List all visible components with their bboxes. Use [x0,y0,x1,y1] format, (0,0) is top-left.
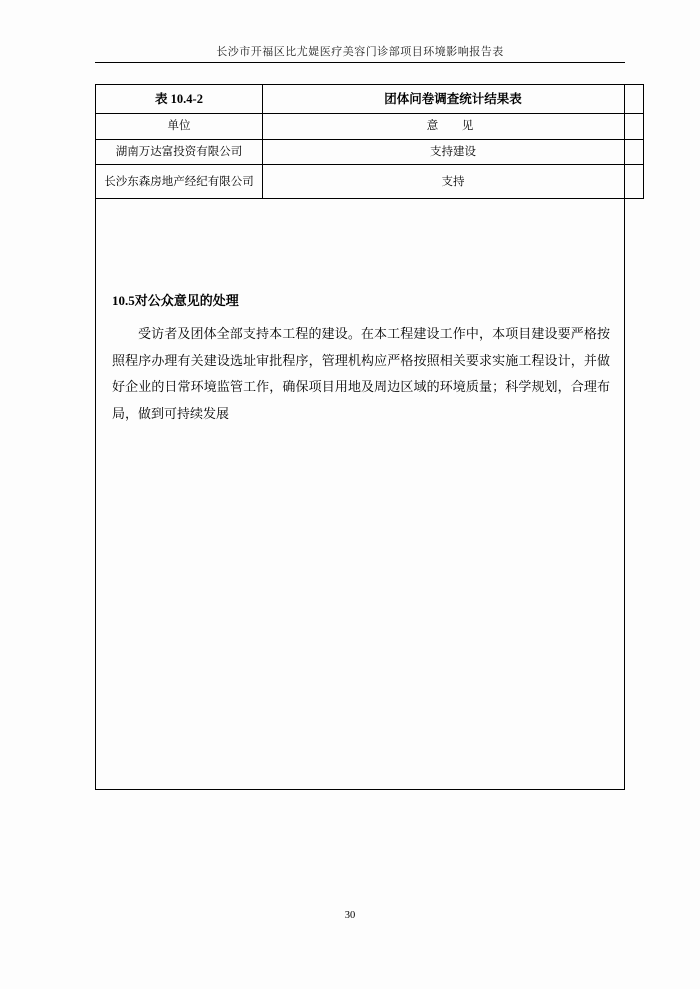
table-title-row [96,85,644,114]
cell-opinion: 支持 [263,165,644,199]
column-header-opinion: 意 见 [263,114,644,140]
cell-opinion: 支持建设 [263,139,644,165]
table-row [96,139,644,165]
page-number: 30 [344,910,356,921]
section-paragraph: 受访者及团体全部支持本工程的建设。在本工程建设工作中，本项目建设要严格按照程序办理有关建设选址审批程序，管理机构应严格按照相关要求实施工程设计，并做好企业的日常环境监管工作，确保项目用地及周边区域的环境质量；科学规划，合理布局，做到可持续发展 [112,326,610,421]
running-title: 长沙市开福区比尤媞医疗美容门诊部项目环境影响报告表 [216,46,504,58]
page-header [95,42,625,62]
section-public-opinion-handling [112,290,610,428]
table-header-row [96,114,644,140]
column-header-unit: 单位 [96,114,263,140]
group-survey-table [95,84,644,199]
table-label: 表 10.4-2 [96,85,263,114]
table-title: 团体问卷调查统计结果表 [263,85,644,114]
header-divider [95,62,625,63]
section-heading: 10.5对公众意见的处理 [112,293,239,308]
cell-unit: 湖南万达富投资有限公司 [96,139,263,165]
cell-unit: 长沙东森房地产经纪有限公司 [96,165,263,199]
table-row [96,165,644,199]
